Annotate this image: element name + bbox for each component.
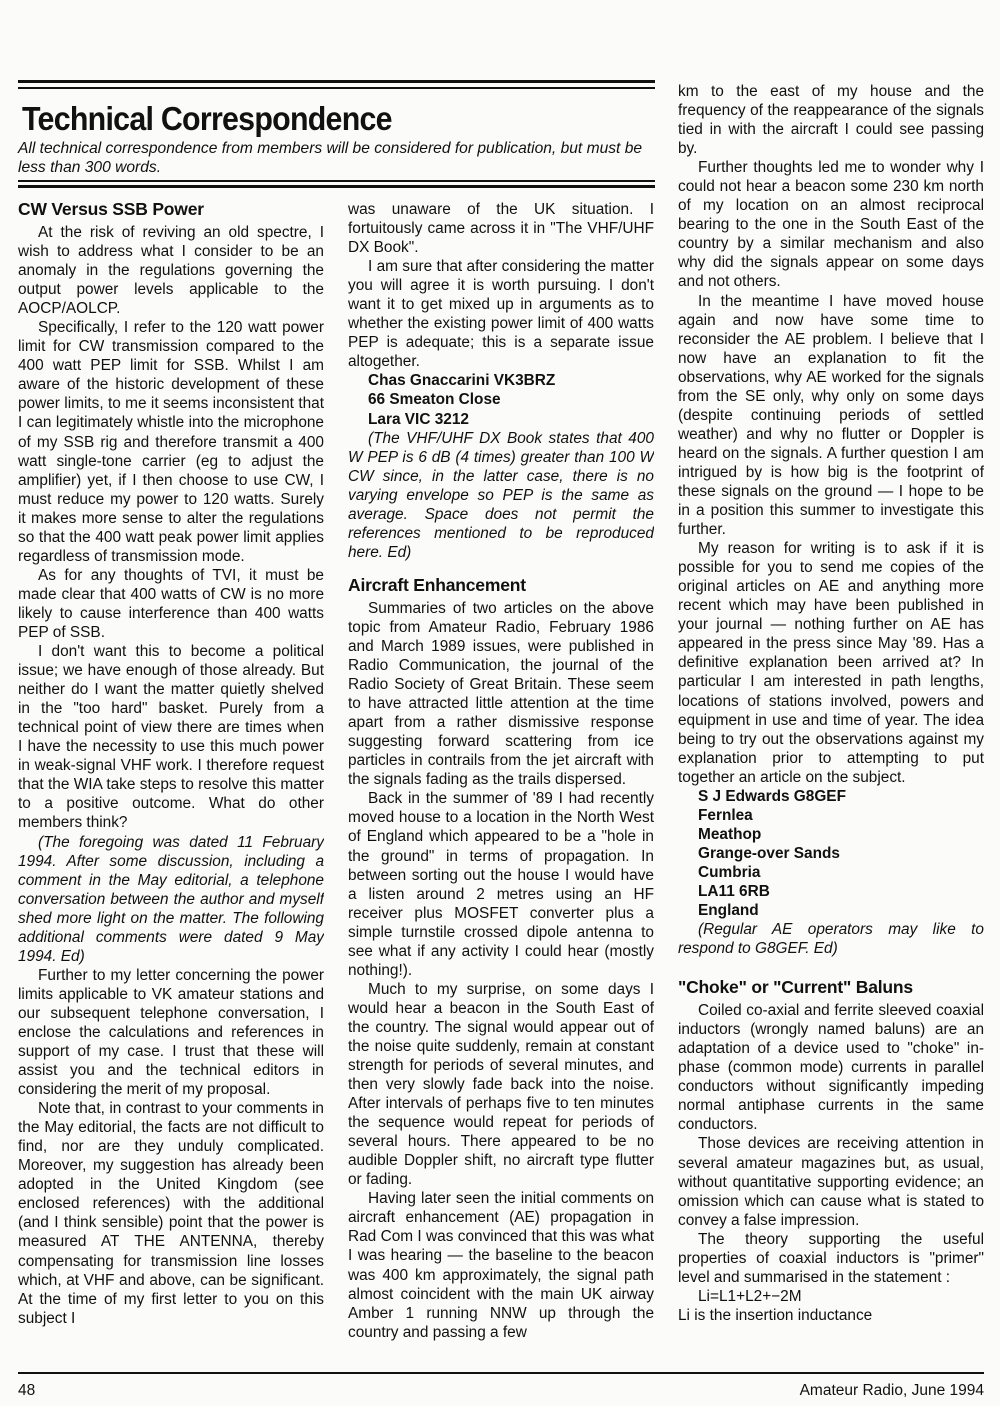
page-subtitle: All technical correspondence from members will be considered for publication, but must be less than 300 words.: [18, 140, 643, 176]
paragraph: I am sure that after considering the matter you will agree it is worth pursuing. I don't want it to get mixed up in arguments as to whether the existing power limit of 400 watts PEP is adequate; this is a separate issue altogether.: [348, 258, 654, 371]
paragraph: Those devices are receiving attention in several amateur magazines but, as usual, without quantitative supporting evidence; an omission which can cause what is stated to convey a false impression.: [678, 1135, 984, 1229]
editor-note: (The VHF/UHF DX Book states that 400 W PEP is 6 dB (4 times) greater than 100 W CW since, in the latter case, there is no varying envelope so PEP is the same as average. Space does not permit the references mentioned to be reproduced here. Ed): [348, 429, 654, 561]
paragraph-continued: was unaware of the UK situation. I fortuitously came across it in "The VHF/UHF DX Book".: [348, 201, 654, 257]
article-heading-baluns: "Choke" or "Current" Baluns: [678, 977, 913, 998]
signature-line: S J Edwards G8GEF: [698, 787, 846, 805]
signature-line: Fernlea: [698, 806, 753, 824]
paragraph: I don't want this to become a political issue; we have enough of those already. But neither do I want the matter quietly shelved in the "too hard" basket. Purely from a technical point of view there are times when I have the necessity to use this much power in weak-signal VHF work. I therefore request that the WIA take steps to resolve this matter to a positive outcome. What do other members think?: [18, 643, 324, 832]
paragraph: Specifically, I refer to the 120 watt power limit for CW transmission compared to the 400 watt PEP limit for SSB. Whilst I am aware of the historic development of these power limits, to me it seems inconsistent that I can legitimately whistle into the microphone of my SSB rig and therefore transmit a 400 watt single-tone carrier (eg to adjust the amplifier) yet, if I then choose to use CW, I must reduce my power to 120 watts. Surely it makes more sense to alter the regulations so that the 400 watt peak power limit applies regardless of transmission mode.: [18, 319, 324, 565]
column-2: [348, 200, 654, 1350]
signature-line: 66 Smeaton Close: [368, 391, 501, 409]
article-heading-aircraft: Aircraft Enhancement: [348, 574, 526, 595]
signature-line: England: [698, 902, 759, 920]
publication-footer: Amateur Radio, June 1994: [799, 1382, 984, 1399]
page-number: 48: [18, 1382, 36, 1399]
paragraph: Back in the summer of '89 I had recently moved house to a location in the North West of England which appeared to be a "hole in the ground" in terms of propagation. In between sorting out the house I would have a listen around 2 metres using an HF receiver plus MOSFET converter plus a simple turnstile crossed dipole antenna to see what if any activity I could hear (mostly nothing!).: [348, 790, 654, 979]
page-title: Technical Correspondence: [22, 100, 392, 137]
signature-block: [348, 371, 654, 428]
article-heading-cw-ssb: CW Versus SSB Power: [18, 199, 204, 219]
header-rule-thick: [18, 185, 655, 188]
editor-note: (Regular AE operators may like to respond to G8GEF. Ed): [678, 921, 984, 958]
signature-line: Grange-over Sands: [698, 844, 840, 862]
formula: Li=L1+L2+−2M: [698, 1287, 802, 1305]
signature-line: Cumbria: [698, 863, 761, 881]
paragraph: Further to my letter concerning the power limits applicable to VK amateur stations and our subsequent telephone conversation, I enclose the calculations and references in support of my case. I trust that these will assist you and the technical editors in considering the merit of my proposal.: [18, 966, 324, 1099]
column-3: [678, 82, 984, 1350]
top-rule-thin: [18, 87, 655, 89]
paragraph: Further thoughts led me to wonder why I could not hear a beacon some 230 km north of my location on an almost reciprocal bearing to the one in the South East of the country by a similar mechanism and also why did the signals appear on some days and not others.: [678, 159, 984, 291]
footer-rule: [18, 1372, 984, 1374]
signature-line: Chas Gnaccarini VK3BRZ: [368, 372, 556, 390]
signature-block: [678, 787, 984, 920]
paragraph: Note that, in contrast to your comments in the May editorial, the facts are not difficult to find, nor are they unduly complicated. Moreover, my suggestion has already been adopted in the United Kingdom (see enclosed references) with the additional (and I think sensible) point that the power is measured AT THE ANTENNA, thereby compensating for transmission line losses which, at VHF and above, can be significant. At the time of my first letter to you on this subject I: [18, 1100, 324, 1327]
paragraph: Li is the insertion inductance: [678, 1306, 873, 1324]
paragraph: Much to my surprise, on some days I would hear a beacon in the South East of the country. The signal would appear out of the noise quite suddenly, remain at constant strength for periods of several minutes, and then very slowly fade back into the noise. After intervals of perhaps five to ten minutes the sequence would repeat for periods of several hours. There appeared to be no audible Doppler shift, no aircraft type flutter or fading.: [348, 980, 654, 1189]
paragraph: As for any thoughts of TVI, it must be made clear that 400 watts of CW is no more likely to cause interference than 400 watts PEP of SSB.: [18, 566, 324, 641]
header-rule-thin: [18, 180, 655, 182]
top-rule-thick: [18, 80, 655, 83]
column-1: [18, 196, 324, 1350]
paragraph: The theory supporting the useful properties of coaxial inductors is "primer" level and summarised in the statement :: [678, 1230, 984, 1286]
paragraph: My reason for writing is to ask if it is possible for you to send me copies of the original articles on AE and anything more recent which may have been published in your journal — nothing further on AE has appeared in the press since May '89. Has a definitive explanation been arrived at? In particular I am interested in path lengths, locations of stations involved, powers and equipment in use and time of year. The idea being to try out the observations against my explanation prior to attempting to put together an article on the subject.: [678, 540, 984, 786]
signature-line: Lara VIC 3212: [368, 410, 469, 428]
paragraph: Summaries of two articles on the above topic from Amateur Radio, February 1986 and March 1989 issues, were published in Radio Communication, the journal of the Radio Society of Great Britain. These seem to have attracted little attention at the time apart from a rather dismissive response suggesting forward scattering from ice particles in contrails from the jet aircraft with the signals fading as the trails dispersed.: [348, 599, 654, 789]
editor-note: (The foregoing was dated 11 February 1994. After some discussion, including a comment in the May editorial, a telephone conversation between the author and myself shed more light on the matter. The following additional comments were dated 9 May 1994. Ed): [18, 833, 324, 965]
signature-line: Meathop: [698, 825, 762, 843]
paragraph: At the risk of reviving an old spectre, I wish to address what I consider to be an anomaly in the regulations governing the output power levels applicable to the AOCP/AOLCP.: [18, 224, 324, 318]
signature-line: LA11 6RB: [698, 882, 770, 900]
paragraph: Coiled co-axial and ferrite sleeved coaxial inductors (wrongly named baluns) are an adaptation of a device used to "choke" in-phase (common mode) currents in parallel conductors without significantly impeding normal antiphase currents in the same conductors.: [678, 1002, 984, 1134]
paragraph-continued: km to the east of my house and the frequency of the reappearance of the signals tied in with the aircraft I could see passing by.: [678, 83, 984, 158]
paragraph: In the meantime I have moved house again and now have some time to reconsider the AE problem. I believe that I now have an explanation to fit the observations, why AE worked for the signals from the SE only, why only on some days (despite continuing periods of settled weather) and why no flutter or Doppler is heard on the signals. A further question I am intrigued by is how big is the footprint of these signals on the ground — I hope to be in a position this summer to investigate this further.: [678, 292, 984, 539]
paragraph: Having later seen the initial comments on aircraft enhancement (AE) propagation in Rad Com I was convinced that this was what I was hearing — the baseline to the beacon was 400 km approximately, the signal path almost coincident with the main UK airway Amber 1 running NNW up through the country and passing a few: [348, 1190, 654, 1341]
